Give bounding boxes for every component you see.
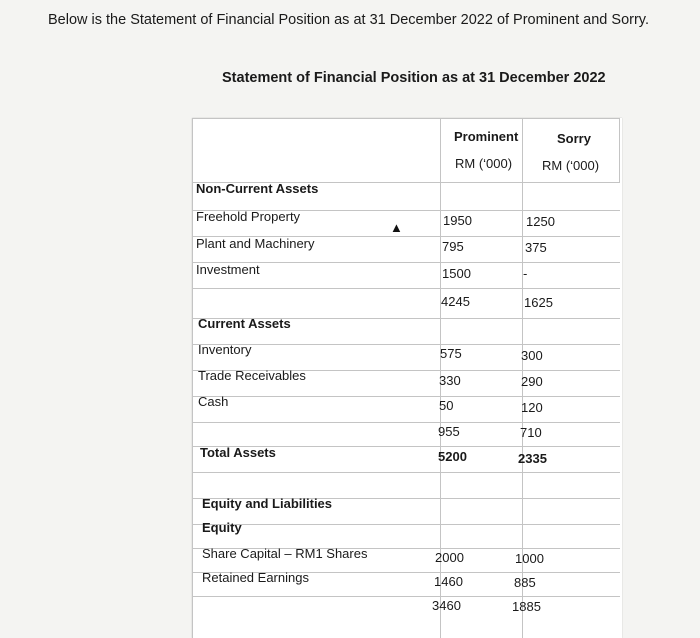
header-sorry-unit: RM (‘000) [542,158,600,173]
row-divider [192,524,620,525]
value-prominent-inventory: 575 [440,346,462,361]
value-sorry-inventory: 300 [521,348,543,363]
label-total-assets: Total Assets [200,445,276,460]
value-prominent-total-assets: 5200 [438,449,467,464]
section-non-current-assets: Non-Current Assets [196,181,319,196]
label-share-capital: Share Capital – RM1 Shares [202,546,368,561]
section-current-assets: Current Assets [198,316,291,331]
label-inventory: Inventory [198,342,252,357]
value-sorry-ca-total: 710 [520,425,542,440]
value-sorry-receivables: 290 [521,374,543,389]
label-cash: Cash [198,394,229,409]
table-border-right [619,118,620,182]
row-divider [192,422,620,423]
financial-table [192,118,622,638]
label-freehold-property: Freehold Property [196,209,301,224]
section-equity: Equity [202,520,242,535]
value-prominent-freehold: 1950 [443,213,472,228]
value-sorry-retained: 885 [514,575,536,590]
label-retained-earnings: Retained Earnings [202,570,309,585]
value-sorry-equity-total: 1885 [512,599,541,614]
table-border-left [192,118,193,638]
header-sorry: Sorry [557,131,591,146]
intro-text: Below is the Statement of Financial Position as at 31 December 2022 of Prominent and Sorry. [48,12,649,28]
value-prominent-ca-total: 955 [438,424,460,439]
row-divider [192,288,620,289]
row-divider [192,396,620,397]
header-prominent: Prominent [454,129,519,144]
row-divider [192,596,620,597]
mouse-pointer-icon: ▲ [390,220,403,235]
value-prominent-retained: 1460 [434,574,463,589]
value-prominent-receivables: 330 [439,373,461,388]
value-prominent-cash: 50 [439,398,454,413]
value-prominent-equity-total: 3460 [432,598,461,613]
value-sorry-cash: 120 [521,400,543,415]
row-divider [192,472,620,473]
value-prominent-investment: 1500 [442,266,471,281]
label-plant-machinery: Plant and Machinery [196,236,315,251]
table-border-top [192,118,620,119]
value-sorry-total-assets: 2335 [518,451,547,466]
value-prominent-nca-total: 4245 [441,294,470,309]
value-sorry-nca-total: 1625 [524,295,553,310]
value-sorry-share-capital: 1000 [515,551,544,566]
section-equity-and-liabilities: Equity and Liabilities [202,496,333,511]
value-sorry-plant: 375 [525,240,547,255]
header-prominent-unit: RM (‘000) [455,156,513,171]
label-investment: Investment [196,262,260,277]
row-divider [192,344,620,345]
statement-title: Statement of Financial Position as at 31 December 2022 [222,70,606,86]
value-prominent-share-capital: 2000 [435,550,464,565]
value-prominent-plant: 795 [442,239,464,254]
value-sorry-freehold: 1250 [526,214,555,229]
label-trade-receivables: Trade Receivables [198,368,306,383]
value-sorry-investment: - [523,266,528,281]
